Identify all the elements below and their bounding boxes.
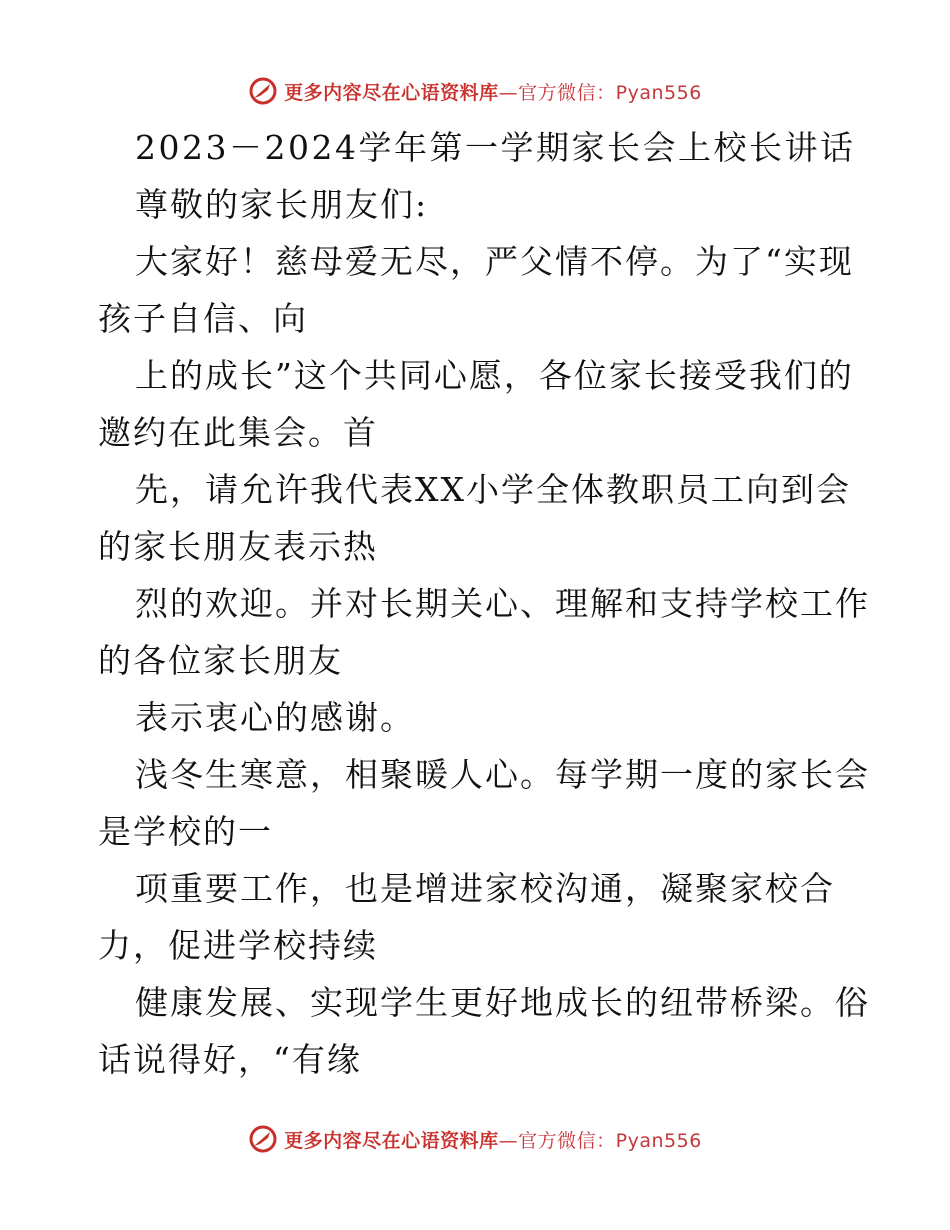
paragraph-line: 项重要工作，也是增进家校沟通，凝聚家校合 [135,869,835,908]
paragraph-line: 孩子自信、向 [98,299,308,338]
paragraph-line: 先，请允许我代表XX小学全体教职员工向到会 [135,470,851,509]
feather-pen-logo-icon [248,1124,278,1154]
feather-pen-logo-icon [248,76,278,106]
paragraph-line: 邀约在此集会。首 [98,413,378,452]
paragraph-line: 力，促进学校持续 [98,926,378,965]
paragraph-line: 大家好！慈母爱无尽，严父情不停。为了“实现 [135,242,854,281]
watermark-text [284,1126,702,1153]
document-title: 2023－2024学年第一学期家长会上校长讲话 [135,128,856,167]
paragraph-line: 表示衷心的感谢。 [135,698,415,737]
watermark-tail: —官方微信：Pyan556 [498,1129,702,1152]
paragraph-line: 的家长朋友表示热 [98,527,378,566]
paragraph-line: 浅冬生寒意，相聚暖人心。每学期一度的家长会 [135,755,870,794]
paragraph-line: 上的成长”这个共同心愿，各位家长接受我们的 [135,356,854,395]
paragraph-line: 健康发展、实现学生更好地成长的纽带桥梁。俗 [135,983,870,1022]
paragraph-line: 的各位家长朋友 [98,641,343,680]
watermark-tail: —官方微信：Pyan556 [498,81,702,104]
watermark-header [0,71,950,111]
watermark-text [284,78,702,105]
paragraph-line: 是学校的一 [98,812,273,851]
paragraph-line: 烈的欢迎。并对长期关心、理解和支持学校工作 [135,584,870,623]
watermark-footer [0,1119,950,1159]
watermark-main: 更多内容尽在心语资料库 [284,1129,499,1152]
paragraph-line: 话说得好，“有缘 [98,1040,362,1079]
watermark-main: 更多内容尽在心语资料库 [284,81,499,104]
salutation: 尊敬的家长朋友们: [135,185,429,224]
